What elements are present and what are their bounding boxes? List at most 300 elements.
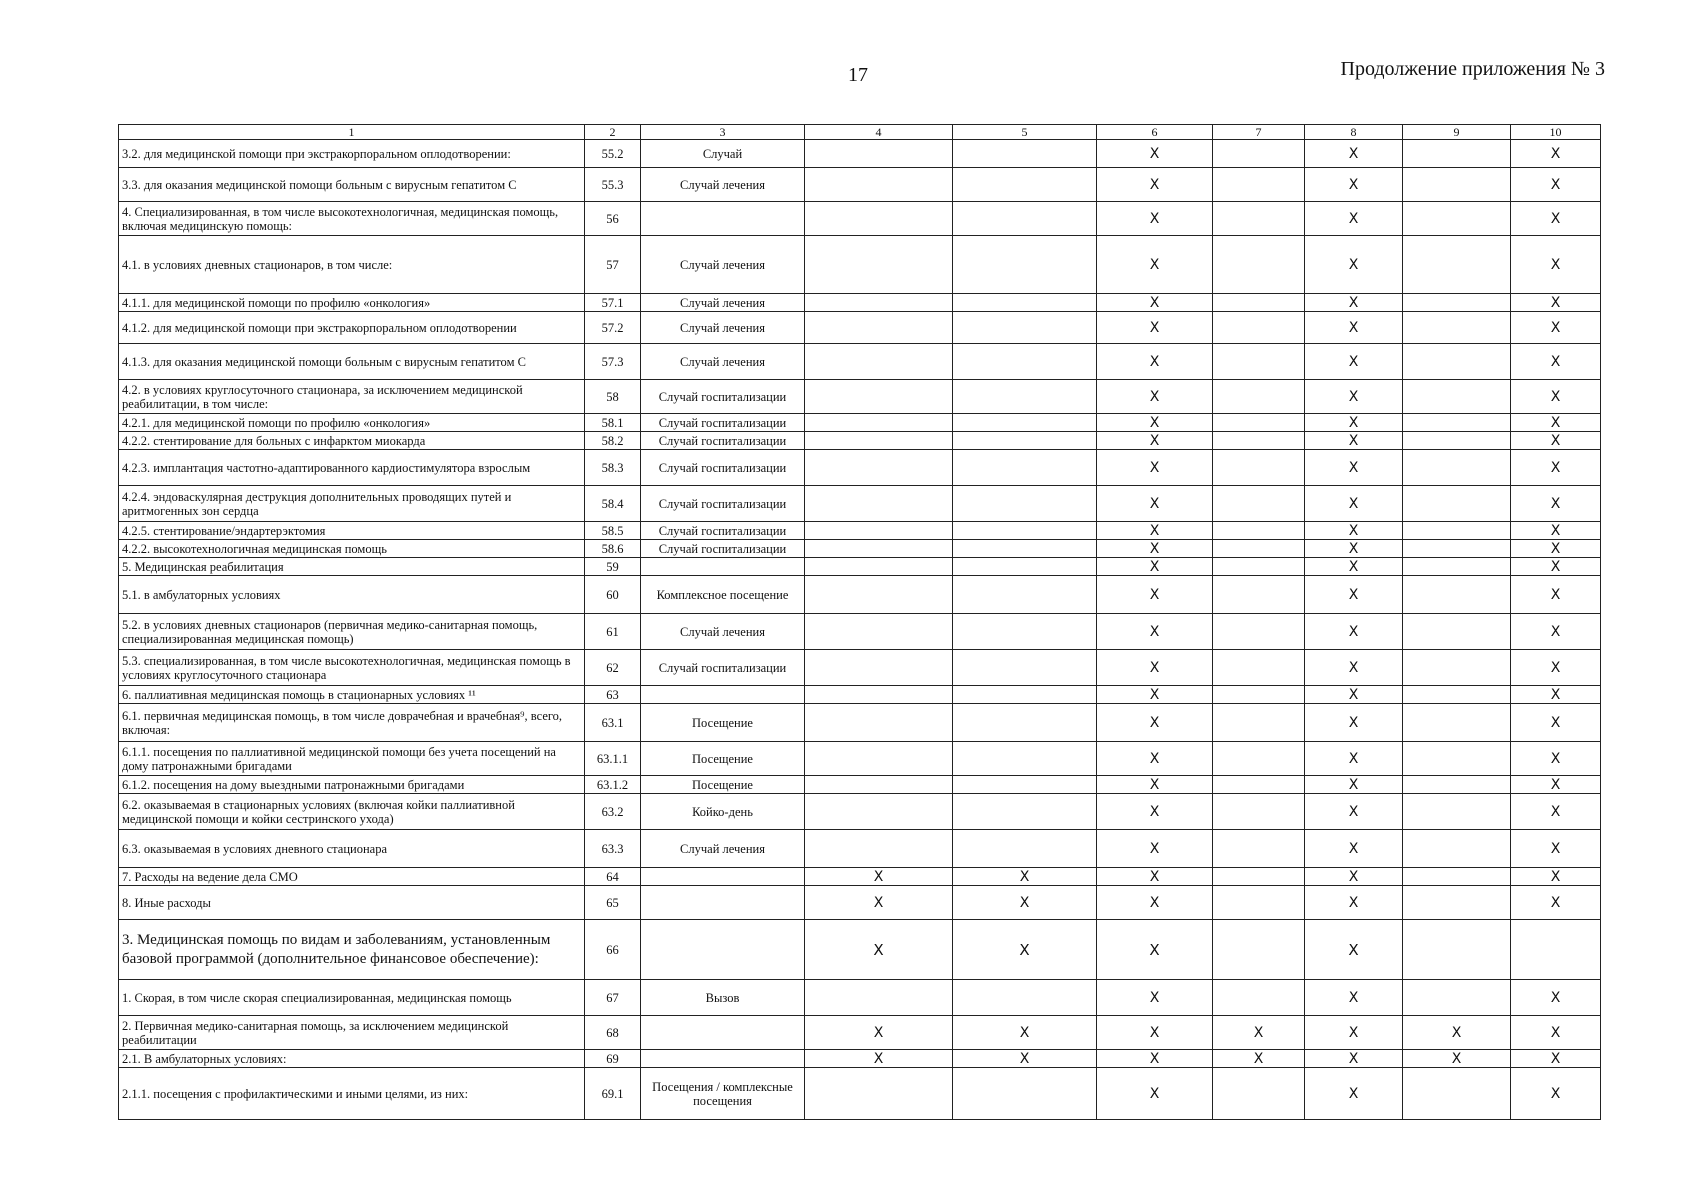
col8-cell: X: [1305, 294, 1403, 312]
table-row: [119, 920, 1601, 980]
table-row: [119, 686, 1601, 704]
col5-cell: [953, 742, 1097, 776]
col6-cell: X: [1097, 1016, 1213, 1050]
col5-cell: [953, 704, 1097, 742]
col7-cell: [1213, 614, 1305, 650]
row-code-cell: 58: [585, 380, 641, 414]
col6-cell: X: [1097, 704, 1213, 742]
row-unit-cell: Случай лечения: [641, 614, 805, 650]
col7-cell: [1213, 704, 1305, 742]
col5-cell: [953, 980, 1097, 1016]
col10-cell: X: [1511, 414, 1601, 432]
row-code-cell: 58.5: [585, 522, 641, 540]
col6-cell: X: [1097, 236, 1213, 294]
col9-cell: [1403, 486, 1511, 522]
row-code-cell: 66: [585, 920, 641, 980]
col10-cell: X: [1511, 830, 1601, 868]
col5-cell: X: [953, 1016, 1097, 1050]
col10-cell: X: [1511, 686, 1601, 704]
row-code-cell: 58.1: [585, 414, 641, 432]
col10-cell: X: [1511, 1068, 1601, 1120]
col5-cell: [953, 540, 1097, 558]
col9-cell: [1403, 344, 1511, 380]
col9-cell: [1403, 1068, 1511, 1120]
col10-cell: X: [1511, 868, 1601, 886]
col6-cell: X: [1097, 576, 1213, 614]
col4-cell: [805, 776, 953, 794]
col4-cell: [805, 450, 953, 486]
col5-cell: X: [953, 920, 1097, 980]
col8-cell: X: [1305, 776, 1403, 794]
row-code-cell: 63: [585, 686, 641, 704]
col8-cell: X: [1305, 886, 1403, 920]
col8-cell: X: [1305, 1068, 1403, 1120]
col5-cell: [953, 576, 1097, 614]
row-name-cell: 2.1.1. посещения с профилактическими и иными целями, из них:: [119, 1068, 585, 1120]
col5-cell: [953, 1068, 1097, 1120]
col9-cell: [1403, 168, 1511, 202]
row-code-cell: 63.1.2: [585, 776, 641, 794]
table-row: [119, 1068, 1601, 1120]
col4-cell: [805, 202, 953, 236]
col10-cell: X: [1511, 558, 1601, 576]
col6-cell: X: [1097, 1068, 1213, 1120]
col4-cell: [805, 980, 953, 1016]
col5-cell: [953, 202, 1097, 236]
col8-cell: X: [1305, 312, 1403, 344]
row-code-cell: 61: [585, 614, 641, 650]
row-name-cell: 6.2. оказываемая в стационарных условиях (включая койки паллиативной медицинской помощи и койки сестринского ухода): [119, 794, 585, 830]
row-code-cell: 57.3: [585, 344, 641, 380]
col5-cell: [953, 344, 1097, 380]
col6-cell: X: [1097, 450, 1213, 486]
col4-cell: [805, 522, 953, 540]
col6-cell: X: [1097, 920, 1213, 980]
col5-cell: [953, 236, 1097, 294]
col4-cell: [805, 686, 953, 704]
col7-cell: [1213, 140, 1305, 168]
col8-cell: X: [1305, 486, 1403, 522]
col6-cell: X: [1097, 168, 1213, 202]
col10-cell: X: [1511, 742, 1601, 776]
row-name-cell: 4.2.2. стентирование для больных с инфарктом миокарда: [119, 432, 585, 450]
col6-cell: X: [1097, 776, 1213, 794]
table-row: [119, 704, 1601, 742]
table-row: [119, 522, 1601, 540]
col7-cell: X: [1213, 1050, 1305, 1068]
row-code-cell: 59: [585, 558, 641, 576]
col7-cell: [1213, 414, 1305, 432]
row-unit-cell: Комплексное посещение: [641, 576, 805, 614]
col10-cell: X: [1511, 450, 1601, 486]
row-code-cell: 58.2: [585, 432, 641, 450]
col10-cell: X: [1511, 576, 1601, 614]
row-unit-cell: [641, 1050, 805, 1068]
col6-cell: X: [1097, 868, 1213, 886]
row-unit-cell: [641, 920, 805, 980]
col6-cell: X: [1097, 522, 1213, 540]
column-header: 4: [805, 125, 953, 140]
col6-cell: X: [1097, 686, 1213, 704]
row-code-cell: 56: [585, 202, 641, 236]
col4-cell: [805, 294, 953, 312]
table-row: [119, 168, 1601, 202]
col7-cell: [1213, 1068, 1305, 1120]
col10-cell: X: [1511, 344, 1601, 380]
col10-cell: X: [1511, 650, 1601, 686]
row-unit-cell: Посещение: [641, 776, 805, 794]
col10-cell: X: [1511, 294, 1601, 312]
row-code-cell: 57: [585, 236, 641, 294]
col4-cell: [805, 794, 953, 830]
table-row: [119, 432, 1601, 450]
col5-cell: [953, 294, 1097, 312]
col10-cell: X: [1511, 704, 1601, 742]
col8-cell: X: [1305, 686, 1403, 704]
row-code-cell: 69.1: [585, 1068, 641, 1120]
col5-cell: [953, 414, 1097, 432]
col5-cell: [953, 168, 1097, 202]
col7-cell: [1213, 540, 1305, 558]
col6-cell: X: [1097, 140, 1213, 168]
col8-cell: X: [1305, 168, 1403, 202]
table-row: [119, 776, 1601, 794]
col4-cell: [805, 1068, 953, 1120]
col8-cell: X: [1305, 344, 1403, 380]
col6-cell: X: [1097, 558, 1213, 576]
col7-cell: [1213, 830, 1305, 868]
col7-cell: [1213, 742, 1305, 776]
col9-cell: [1403, 540, 1511, 558]
row-name-cell: 3. Медицинская помощь по видам и заболеваниям, установленным базовой программой (дополнительное финансовое обеспечение):: [119, 920, 585, 980]
col7-cell: [1213, 686, 1305, 704]
col6-cell: X: [1097, 432, 1213, 450]
row-name-cell: 4.2.4. эндоваскулярная деструкция дополнительных проводящих путей и аритмогенных зон сердца: [119, 486, 585, 522]
table-row: [119, 380, 1601, 414]
col5-cell: [953, 776, 1097, 794]
row-code-cell: 58.4: [585, 486, 641, 522]
column-header: 3: [641, 125, 805, 140]
col7-cell: [1213, 868, 1305, 886]
table-row: [119, 486, 1601, 522]
row-unit-cell: Посещения / комплексные посещения: [641, 1068, 805, 1120]
row-name-cell: 3.3. для оказания медицинской помощи больным с вирусным гепатитом С: [119, 168, 585, 202]
col8-cell: X: [1305, 202, 1403, 236]
col9-cell: [1403, 920, 1511, 980]
col5-cell: [953, 486, 1097, 522]
col4-cell: [805, 312, 953, 344]
col7-cell: [1213, 558, 1305, 576]
col8-cell: X: [1305, 140, 1403, 168]
table-row: [119, 614, 1601, 650]
col6-cell: X: [1097, 614, 1213, 650]
col10-cell: X: [1511, 380, 1601, 414]
col6-cell: X: [1097, 486, 1213, 522]
col8-cell: X: [1305, 920, 1403, 980]
row-unit-cell: Случай лечения: [641, 294, 805, 312]
col6-cell: X: [1097, 650, 1213, 686]
column-header: 5: [953, 125, 1097, 140]
col7-cell: [1213, 886, 1305, 920]
row-unit-cell: Койко-день: [641, 794, 805, 830]
table-row: [119, 294, 1601, 312]
col4-cell: [805, 558, 953, 576]
row-name-cell: 5.1. в амбулаторных условиях: [119, 576, 585, 614]
row-unit-cell: Случай госпитализации: [641, 450, 805, 486]
col4-cell: [805, 704, 953, 742]
col4-cell: X: [805, 920, 953, 980]
col10-cell: X: [1511, 886, 1601, 920]
col10-cell: [1511, 920, 1601, 980]
row-name-cell: 4.1.3. для оказания медицинской помощи больным с вирусным гепатитом С: [119, 344, 585, 380]
table-row: [119, 1050, 1601, 1068]
row-unit-cell: [641, 686, 805, 704]
col7-cell: [1213, 450, 1305, 486]
col6-cell: X: [1097, 540, 1213, 558]
col5-cell: X: [953, 886, 1097, 920]
col8-cell: X: [1305, 868, 1403, 886]
col4-cell: X: [805, 1016, 953, 1050]
row-name-cell: 6.1. первичная медицинская помощь, в том числе доврачебная и врачебная⁹, всего, включая:: [119, 704, 585, 742]
row-unit-cell: Случай госпитализации: [641, 414, 805, 432]
row-unit-cell: Случай лечения: [641, 312, 805, 344]
col10-cell: X: [1511, 140, 1601, 168]
col8-cell: X: [1305, 1016, 1403, 1050]
col5-cell: [953, 614, 1097, 650]
col10-cell: X: [1511, 776, 1601, 794]
col5-cell: [953, 140, 1097, 168]
col9-cell: [1403, 294, 1511, 312]
col7-cell: [1213, 236, 1305, 294]
row-code-cell: 58.3: [585, 450, 641, 486]
col9-cell: [1403, 140, 1511, 168]
row-name-cell: 4. Специализированная, в том числе высокотехнологичная, медицинская помощь, включая медицинскую помощь:: [119, 202, 585, 236]
col9-cell: [1403, 742, 1511, 776]
col4-cell: [805, 140, 953, 168]
row-unit-cell: Случай лечения: [641, 236, 805, 294]
col6-cell: X: [1097, 202, 1213, 236]
row-name-cell: 3.2. для медицинской помощи при экстракорпоральном оплодотворении:: [119, 140, 585, 168]
table-row: [119, 1016, 1601, 1050]
col8-cell: X: [1305, 558, 1403, 576]
col9-cell: [1403, 522, 1511, 540]
col10-cell: X: [1511, 202, 1601, 236]
col10-cell: X: [1511, 312, 1601, 344]
row-code-cell: 63.1.1: [585, 742, 641, 776]
col4-cell: [805, 380, 953, 414]
row-name-cell: 6.3. оказываемая в условиях дневного стационара: [119, 830, 585, 868]
appendix-continuation-title: Продолжение приложения № 3: [1340, 58, 1605, 80]
col9-cell: [1403, 432, 1511, 450]
row-unit-cell: [641, 558, 805, 576]
row-name-cell: 2.1. В амбулаторных условиях:: [119, 1050, 585, 1068]
col6-cell: X: [1097, 742, 1213, 776]
col5-cell: [953, 432, 1097, 450]
row-unit-cell: Вызов: [641, 980, 805, 1016]
col5-cell: [953, 650, 1097, 686]
row-code-cell: 62: [585, 650, 641, 686]
row-code-cell: 67: [585, 980, 641, 1016]
row-name-cell: 7. Расходы на ведение дела СМО: [119, 868, 585, 886]
col8-cell: X: [1305, 380, 1403, 414]
row-name-cell: 4.2.1. для медицинской помощи по профилю «онкология»: [119, 414, 585, 432]
col8-cell: X: [1305, 980, 1403, 1016]
col5-cell: [953, 558, 1097, 576]
table-row: [119, 830, 1601, 868]
col8-cell: X: [1305, 704, 1403, 742]
row-name-cell: 4.1.2. для медицинской помощи при экстракорпоральном оплодотворении: [119, 312, 585, 344]
row-unit-cell: [641, 868, 805, 886]
row-unit-cell: [641, 202, 805, 236]
row-code-cell: 63.2: [585, 794, 641, 830]
row-name-cell: 4.1.1. для медицинской помощи по профилю «онкология»: [119, 294, 585, 312]
col6-cell: X: [1097, 380, 1213, 414]
col7-cell: [1213, 980, 1305, 1016]
col6-cell: X: [1097, 794, 1213, 830]
col9-cell: [1403, 312, 1511, 344]
col7-cell: [1213, 486, 1305, 522]
table-row: [119, 980, 1601, 1016]
col4-cell: X: [805, 886, 953, 920]
col9-cell: [1403, 414, 1511, 432]
col9-cell: [1403, 236, 1511, 294]
column-header: 1: [119, 125, 585, 140]
column-header: 2: [585, 125, 641, 140]
col9-cell: [1403, 558, 1511, 576]
col7-cell: [1213, 380, 1305, 414]
col5-cell: [953, 686, 1097, 704]
page-number: 17: [848, 64, 868, 86]
col4-cell: [805, 742, 953, 776]
row-code-cell: 68: [585, 1016, 641, 1050]
col7-cell: [1213, 168, 1305, 202]
table-row: [119, 236, 1601, 294]
col4-cell: [805, 650, 953, 686]
col5-cell: X: [953, 868, 1097, 886]
col4-cell: [805, 414, 953, 432]
col5-cell: [953, 450, 1097, 486]
row-code-cell: 57.2: [585, 312, 641, 344]
col5-cell: [953, 312, 1097, 344]
data-table: [118, 124, 1601, 1120]
row-name-cell: 2. Первичная медико-санитарная помощь, за исключением медицинской реабилитации: [119, 1016, 585, 1050]
row-name-cell: 4.2. в условиях круглосуточного стационара, за исключением медицинской реабилитации, в том числе:: [119, 380, 585, 414]
col6-cell: X: [1097, 830, 1213, 868]
col6-cell: X: [1097, 312, 1213, 344]
col9-cell: [1403, 450, 1511, 486]
table-row: [119, 558, 1601, 576]
row-unit-cell: Случай госпитализации: [641, 432, 805, 450]
col8-cell: X: [1305, 540, 1403, 558]
row-name-cell: 4.2.2. высокотехнологичная медицинская помощь: [119, 540, 585, 558]
row-code-cell: 57.1: [585, 294, 641, 312]
row-unit-cell: [641, 886, 805, 920]
row-code-cell: 63.3: [585, 830, 641, 868]
col7-cell: [1213, 794, 1305, 830]
col4-cell: X: [805, 1050, 953, 1068]
col5-cell: [953, 380, 1097, 414]
col10-cell: X: [1511, 980, 1601, 1016]
table-row: [119, 202, 1601, 236]
col5-cell: [953, 522, 1097, 540]
col6-cell: X: [1097, 344, 1213, 380]
col4-cell: [805, 236, 953, 294]
col4-cell: [805, 540, 953, 558]
row-unit-cell: Случай госпитализации: [641, 650, 805, 686]
row-name-cell: 4.1. в условиях дневных стационаров, в том числе:: [119, 236, 585, 294]
table-row: [119, 540, 1601, 558]
col6-cell: X: [1097, 294, 1213, 312]
col9-cell: X: [1403, 1050, 1511, 1068]
row-name-cell: 5.2. в условиях дневных стационаров (первичная медико-санитарная помощь, специализированная медицинская помощь): [119, 614, 585, 650]
col7-cell: [1213, 650, 1305, 686]
row-code-cell: 55.2: [585, 140, 641, 168]
table-row: [119, 868, 1601, 886]
row-name-cell: 8. Иные расходы: [119, 886, 585, 920]
col9-cell: [1403, 576, 1511, 614]
table-row: [119, 140, 1601, 168]
row-unit-cell: Случай госпитализации: [641, 486, 805, 522]
table-row: [119, 650, 1601, 686]
col4-cell: X: [805, 868, 953, 886]
row-code-cell: 60: [585, 576, 641, 614]
col8-cell: X: [1305, 650, 1403, 686]
row-unit-cell: Посещение: [641, 742, 805, 776]
col4-cell: [805, 344, 953, 380]
table-row: [119, 794, 1601, 830]
col9-cell: [1403, 868, 1511, 886]
col10-cell: X: [1511, 1050, 1601, 1068]
col9-cell: [1403, 776, 1511, 794]
row-name-cell: 6. паллиативная медицинская помощь в стационарных условиях ¹¹: [119, 686, 585, 704]
col9-cell: [1403, 686, 1511, 704]
col5-cell: X: [953, 1050, 1097, 1068]
col10-cell: X: [1511, 614, 1601, 650]
col9-cell: [1403, 614, 1511, 650]
col8-cell: X: [1305, 1050, 1403, 1068]
col7-cell: [1213, 920, 1305, 980]
col7-cell: [1213, 312, 1305, 344]
col6-cell: X: [1097, 886, 1213, 920]
col10-cell: X: [1511, 168, 1601, 202]
row-name-cell: 1. Скорая, в том числе скорая специализированная, медицинская помощь: [119, 980, 585, 1016]
col10-cell: X: [1511, 1016, 1601, 1050]
col8-cell: X: [1305, 830, 1403, 868]
column-header: 10: [1511, 125, 1601, 140]
row-name-cell: 4.2.5. стентирование/эндартерэктомия: [119, 522, 585, 540]
row-unit-cell: [641, 1016, 805, 1050]
row-code-cell: 65: [585, 886, 641, 920]
col6-cell: X: [1097, 414, 1213, 432]
col10-cell: X: [1511, 540, 1601, 558]
table-row: [119, 742, 1601, 776]
col5-cell: [953, 830, 1097, 868]
col4-cell: [805, 614, 953, 650]
row-name-cell: 5.3. специализированная, в том числе высокотехнологичная, медицинская помощь в условиях круглосуточного стационара: [119, 650, 585, 686]
row-unit-cell: Случай госпитализации: [641, 522, 805, 540]
table-row: [119, 344, 1601, 380]
table-row: [119, 414, 1601, 432]
col7-cell: [1213, 294, 1305, 312]
column-header: 6: [1097, 125, 1213, 140]
column-header: 8: [1305, 125, 1403, 140]
col4-cell: [805, 576, 953, 614]
col4-cell: [805, 486, 953, 522]
col9-cell: [1403, 650, 1511, 686]
column-number-row: [119, 125, 1601, 140]
col9-cell: [1403, 886, 1511, 920]
row-unit-cell: Случай госпитализации: [641, 540, 805, 558]
